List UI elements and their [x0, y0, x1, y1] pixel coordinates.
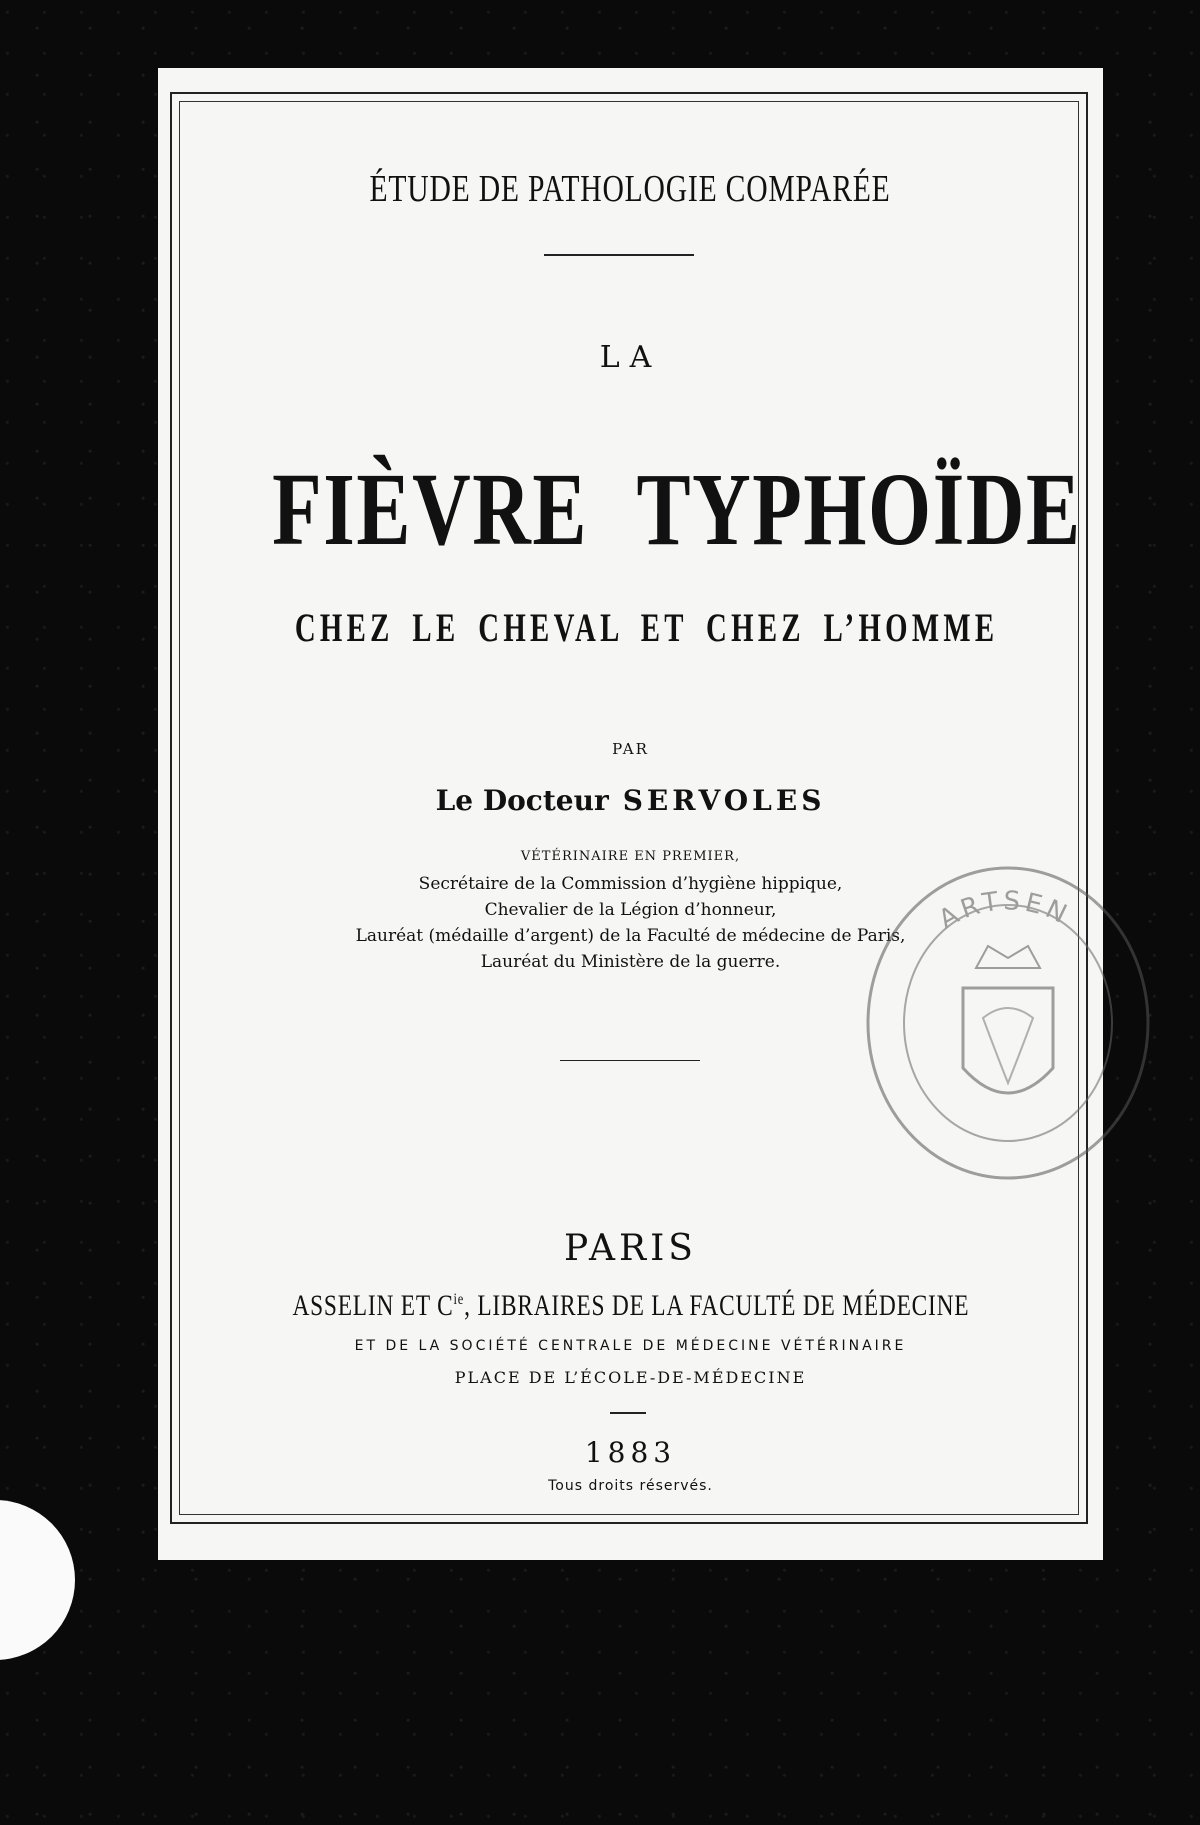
publisher-rest: , LIBRAIRES DE LA FACULTÉ DE MÉDECINE [463, 1289, 969, 1322]
rights-notice: Tous droits réservés. [548, 1478, 713, 1494]
author-name: SERVOLES [622, 784, 826, 817]
publisher-line [158, 1288, 1103, 1323]
address-line: PLACE DE L’ÉCOLE-DE-MÉDECINE [454, 1368, 807, 1387]
divider-top [544, 254, 694, 256]
by-label: PAR [612, 740, 649, 758]
main-title: FIÈVRE TYPHOÏDE [272, 452, 1082, 567]
title-article: LA [599, 340, 662, 375]
svg-text:ARTSEN [934, 886, 1075, 935]
library-seal-icon [858, 858, 1158, 1188]
credential-line: Chevalier de la Légion d’honneur, [484, 900, 777, 920]
credential-line: Lauréat (médaille d’argent) de la Faculté de médecine de Paris, [355, 926, 906, 946]
credential-line: VÉTÉRINAIRE EN PREMIER, [520, 849, 741, 864]
publisher-main: ASSELIN ET C [292, 1289, 454, 1322]
credential-line: Lauréat du Ministère de la guerre. [480, 952, 781, 972]
divider-short [610, 1412, 646, 1414]
subtitle: CHEZ LE CHEVAL ET CHEZ L’HOMME [294, 605, 999, 650]
credential-line: Secrétaire de la Commission d’hygiène hippique, [418, 874, 843, 894]
stamp-text: ARTSEN [933, 886, 1075, 936]
publisher-sup: ie [453, 1291, 464, 1308]
series-title: ÉTUDE DE PATHOLOGIE COMPARÉE [369, 168, 892, 210]
author-line [158, 784, 1103, 817]
title-page [158, 68, 1103, 1560]
publication-year: 1883 [584, 1436, 677, 1469]
divider-middle [560, 1060, 700, 1061]
publication-city: PARIS [564, 1228, 697, 1269]
author-prefix: Le Docteur [435, 784, 609, 817]
society-line: ET DE LA SOCIÉTÉ CENTRALE DE MÉDECINE VÉTÉRINAIRE [354, 1338, 907, 1354]
